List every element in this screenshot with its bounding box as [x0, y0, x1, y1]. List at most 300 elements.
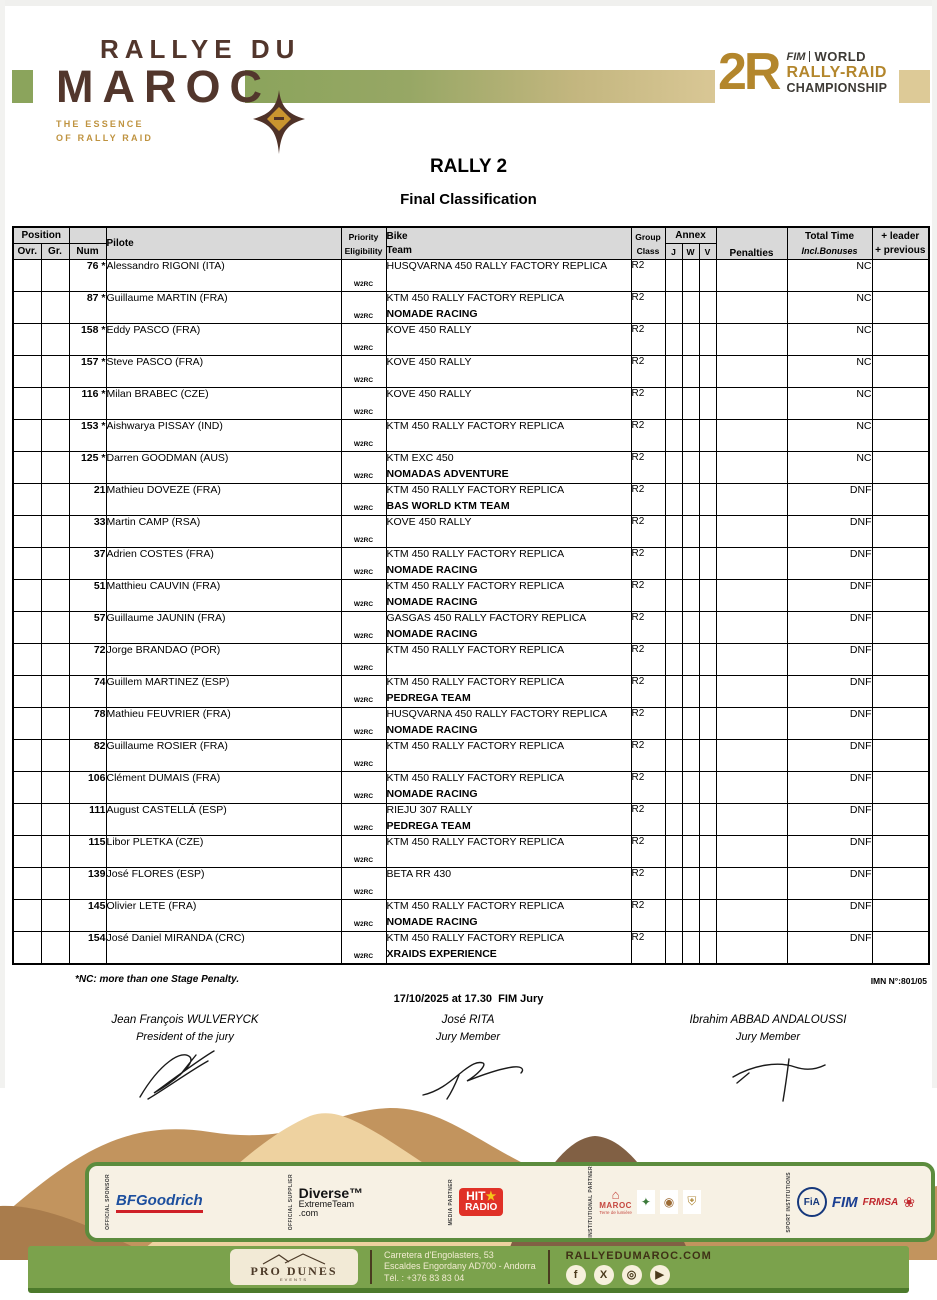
cell-total-time: NC — [787, 388, 872, 420]
header-team: Team — [386, 244, 412, 256]
cell-penalties — [716, 804, 787, 836]
cell-priority — [341, 388, 386, 420]
cell-position-group — [41, 516, 69, 548]
frmsa-logo: FRMSA — [862, 1196, 899, 1208]
cell-annex-w — [682, 772, 699, 804]
cell-annex-v — [699, 708, 716, 740]
header-total-time — [787, 227, 872, 260]
cell-priority — [341, 804, 386, 836]
diverse-line2: ExtremeTeam — [298, 1198, 355, 1209]
cell-number: 157 * — [69, 356, 106, 388]
cell-total-time: DNF — [787, 676, 872, 708]
bike-name: KTM 450 RALLY FACTORY REPLICA — [386, 836, 565, 848]
header-penalties: Penalties — [716, 227, 787, 260]
priority-eligibility-label: W2RC — [353, 409, 374, 416]
cell-total-time: NC — [787, 420, 872, 452]
cell-annex-j — [665, 836, 682, 868]
cell-priority — [341, 868, 386, 900]
header-bike: Bike — [386, 230, 408, 242]
team-name: NOMADE RACING — [386, 916, 478, 928]
cell-annex-w — [682, 740, 699, 772]
cell-priority — [341, 516, 386, 548]
cell-penalties — [716, 260, 787, 292]
results-table-body — [13, 260, 929, 964]
championship-label: CHAMPIONSHIP — [786, 81, 888, 95]
result-row — [13, 868, 929, 900]
cell-bike-team — [386, 452, 631, 484]
cell-annex-j — [665, 324, 682, 356]
bike-name: KTM 450 RALLY FACTORY REPLICA — [386, 484, 565, 496]
cell-bike-team — [386, 516, 631, 548]
cell-annex-j — [665, 772, 682, 804]
cell-penalties — [716, 324, 787, 356]
star-icon: ★ — [485, 1189, 497, 1203]
sponsor-label: SUPPLIER — [287, 1173, 294, 1203]
diverse-line1: Diverse™ — [298, 1184, 364, 1201]
cell-pilot: Matthieu CAUVIN (FRA) — [106, 580, 341, 612]
cell-bike-team — [386, 900, 631, 932]
page-edge-top — [0, 0, 937, 6]
address-line3: Tél. : +376 83 83 04 — [384, 1272, 465, 1283]
cell-gap — [872, 676, 929, 708]
cell-annex-w — [682, 836, 699, 868]
cell-annex-w — [682, 484, 699, 516]
cell-annex-j — [665, 612, 682, 644]
cell-group-class: R2 — [631, 484, 665, 516]
team-name: NOMADE RACING — [386, 596, 478, 608]
cell-bike-team — [386, 868, 631, 900]
cell-total-time: NC — [787, 356, 872, 388]
cell-annex-w — [682, 324, 699, 356]
cell-position-overall — [13, 548, 41, 580]
cell-gap — [872, 612, 929, 644]
fim-logo: FIM — [831, 1193, 858, 1211]
cell-penalties — [716, 516, 787, 548]
cell-gap — [872, 324, 929, 356]
priority-eligibility-label: W2RC — [353, 761, 374, 768]
address-line2: Escaldes Engordany AD700 - Andorra — [384, 1261, 536, 1272]
cell-annex-j — [665, 900, 682, 932]
address-line1: Carretera d'Engolasters, 53 — [384, 1249, 494, 1260]
cell-position-overall — [13, 804, 41, 836]
cell-position-overall — [13, 708, 41, 740]
cell-annex-v — [699, 932, 716, 964]
sponsor-label: PARTNER — [448, 1178, 455, 1206]
bike-name: KTM 450 RALLY FACTORY REPLICA — [386, 740, 565, 752]
cell-pilot: Eddy PASCO (FRA) — [106, 324, 341, 356]
cell-position-overall — [13, 612, 41, 644]
priority-eligibility-label: W2RC — [353, 889, 374, 896]
cell-gap — [872, 772, 929, 804]
cell-position-group — [41, 580, 69, 612]
cell-pilot: Olivier LETE (FRA) — [106, 900, 341, 932]
rallye-du-maroc-logo — [56, 34, 316, 145]
cell-number: 115 — [69, 836, 106, 868]
table-header — [13, 227, 929, 260]
cell-annex-j — [665, 644, 682, 676]
priority-eligibility-label: W2RC — [353, 857, 374, 864]
pro-dunes-label: PRO DUNES — [250, 1264, 338, 1278]
cell-annex-v — [699, 676, 716, 708]
cell-priority — [341, 772, 386, 804]
jury-date-line: 17/10/2025 at 17.30 FIM Jury — [393, 993, 544, 1005]
cell-position-overall — [13, 836, 41, 868]
cell-position-group — [41, 836, 69, 868]
cell-position-group — [41, 420, 69, 452]
result-row — [13, 932, 929, 964]
cell-bike-team — [386, 708, 631, 740]
cell-penalties — [716, 292, 787, 324]
cell-group-class: R2 — [631, 612, 665, 644]
cell-gap — [872, 420, 929, 452]
cell-total-time: DNF — [787, 612, 872, 644]
cell-bike-team — [386, 324, 631, 356]
priority-eligibility-label: W2RC — [353, 921, 374, 928]
cell-annex-w — [682, 868, 699, 900]
cell-position-group — [41, 388, 69, 420]
result-row — [13, 708, 929, 740]
cell-bike-team — [386, 740, 631, 772]
footer-bar — [28, 1246, 909, 1293]
cell-position-overall — [13, 356, 41, 388]
cell-pilot: Steve PASCO (FRA) — [106, 356, 341, 388]
cell-annex-w — [682, 260, 699, 292]
result-row — [13, 484, 929, 516]
cell-pilot: Adrien COSTES (FRA) — [106, 548, 341, 580]
jury-role: Jury Member — [435, 1031, 501, 1043]
team-name: PEDREGA TEAM — [386, 692, 471, 704]
cell-total-time: NC — [787, 324, 872, 356]
cell-pilot: Milan BRABEC (CZE) — [106, 388, 341, 420]
cell-group-class: R2 — [631, 772, 665, 804]
cell-annex-j — [665, 676, 682, 708]
cell-position-overall — [13, 324, 41, 356]
result-row — [13, 804, 929, 836]
bike-name: KTM 450 RALLY FACTORY REPLICA — [386, 292, 565, 304]
fim-label: FIM — [786, 50, 806, 63]
cell-priority — [341, 900, 386, 932]
cell-bike-team — [386, 388, 631, 420]
cell-group-class: R2 — [631, 356, 665, 388]
sponsor-label: OFFICIAL — [105, 1203, 111, 1230]
cell-position-group — [41, 932, 69, 964]
cell-position-group — [41, 772, 69, 804]
cell-gap — [872, 452, 929, 484]
cell-group-class: R2 — [631, 580, 665, 612]
cell-position-overall — [13, 868, 41, 900]
cell-annex-w — [682, 580, 699, 612]
band-green-square — [12, 70, 33, 103]
world-rally-raid-logo — [718, 43, 918, 101]
cell-group-class: R2 — [631, 932, 665, 964]
cell-penalties — [716, 580, 787, 612]
cell-penalties — [716, 868, 787, 900]
cell-gap — [872, 740, 929, 772]
priority-eligibility-label: W2RC — [353, 537, 374, 544]
cell-priority — [341, 580, 386, 612]
cell-annex-v — [699, 356, 716, 388]
diverse-logo — [298, 1184, 364, 1218]
priority-eligibility-label: W2RC — [353, 633, 374, 640]
cell-total-time: DNF — [787, 804, 872, 836]
cell-position-overall — [13, 484, 41, 516]
sponsor-label: SPONSOR — [105, 1174, 111, 1202]
cell-number: 145 — [69, 900, 106, 932]
maroc-label: MAROC — [599, 1200, 632, 1210]
diverse-line3: .com — [298, 1207, 319, 1218]
cell-annex-j — [665, 868, 682, 900]
city-shield-icon: ⛨ — [683, 1190, 701, 1214]
cell-group-class: R2 — [631, 516, 665, 548]
cell-annex-v — [699, 772, 716, 804]
cell-bike-team — [386, 484, 631, 516]
cell-bike-team — [386, 772, 631, 804]
cell-position-group — [41, 708, 69, 740]
result-row — [13, 612, 929, 644]
cell-annex-v — [699, 260, 716, 292]
cell-pilot: Mathieu FEUVRIER (FRA) — [106, 708, 341, 740]
result-row — [13, 356, 929, 388]
cell-number: 51 — [69, 580, 106, 612]
cell-number: 21 — [69, 484, 106, 516]
team-name: NOMADE RACING — [386, 724, 478, 736]
instagram-icon[interactable]: ◎ — [622, 1265, 642, 1285]
maroc-tourism-logo — [599, 1186, 632, 1215]
priority-eligibility-label: W2RC — [353, 313, 374, 320]
cell-pilot: Libor PLETKA (CZE) — [106, 836, 341, 868]
cell-annex-w — [682, 676, 699, 708]
cell-number: 74 — [69, 676, 106, 708]
cell-group-class: R2 — [631, 260, 665, 292]
cell-position-group — [41, 292, 69, 324]
header-annex-v: V — [699, 244, 716, 260]
cell-group-class: R2 — [631, 452, 665, 484]
priority-eligibility-label: W2RC — [353, 952, 374, 960]
cell-position-overall — [13, 932, 41, 964]
priority-eligibility-label: W2RC — [353, 377, 374, 384]
cell-pilot: Jorge BRANDAO (POR) — [106, 644, 341, 676]
team-name: NOMADE RACING — [386, 788, 478, 800]
youtube-icon[interactable]: ▶ — [650, 1265, 670, 1285]
jury-role: President of the jury — [136, 1031, 234, 1043]
priority-eligibility-label: W2RC — [353, 729, 374, 736]
cell-annex-v — [699, 292, 716, 324]
sponsor-label: OFFICIAL — [287, 1203, 294, 1231]
cell-total-time: NC — [787, 292, 872, 324]
cell-position-group — [41, 452, 69, 484]
cell-annex-j — [665, 708, 682, 740]
cell-annex-j — [665, 932, 682, 964]
priority-eligibility-label: W2RC — [353, 697, 374, 704]
bike-name: KTM 450 RALLY FACTORY REPLICA — [386, 676, 565, 688]
cell-number: 76 * — [69, 260, 106, 292]
sponsor-official-supplier — [288, 1174, 364, 1230]
sponsor-strip — [85, 1162, 935, 1242]
cell-annex-v — [699, 612, 716, 644]
cell-annex-j — [665, 420, 682, 452]
nc-footnote: *NC: more than one Stage Penalty. — [75, 974, 240, 985]
cell-total-time: DNF — [787, 708, 872, 740]
header-leader: + leader — [881, 230, 920, 242]
cell-annex-w — [682, 804, 699, 836]
bike-name: KOVE 450 RALLY — [386, 516, 472, 528]
cell-total-time: DNF — [787, 740, 872, 772]
cell-annex-v — [699, 516, 716, 548]
cell-annex-j — [665, 804, 682, 836]
cell-total-time: DNF — [787, 900, 872, 932]
cell-position-overall — [13, 644, 41, 676]
cell-annex-j — [665, 548, 682, 580]
cell-number: 153 * — [69, 420, 106, 452]
cell-priority — [341, 484, 386, 516]
cell-annex-v — [699, 324, 716, 356]
cell-group-class: R2 — [631, 420, 665, 452]
cell-gap — [872, 932, 929, 964]
cell-annex-w — [682, 516, 699, 548]
cell-number: 33 — [69, 516, 106, 548]
cell-number: 87 * — [69, 292, 106, 324]
result-row — [13, 580, 929, 612]
cell-pilot: Guillaume JAUNIN (FRA) — [106, 612, 341, 644]
cell-pilot: Alessandro RIGONI (ITA) — [106, 260, 341, 292]
cell-position-overall — [13, 580, 41, 612]
cell-penalties — [716, 836, 787, 868]
result-row — [13, 420, 929, 452]
cell-gap — [872, 900, 929, 932]
cell-priority — [341, 932, 386, 964]
cell-gap — [872, 868, 929, 900]
cell-annex-v — [699, 836, 716, 868]
cell-annex-w — [682, 292, 699, 324]
bike-name: KTM 450 RALLY FACTORY REPLICA — [386, 548, 565, 560]
cell-total-time: DNF — [787, 516, 872, 548]
cell-priority — [341, 452, 386, 484]
province-emblem-icon: ◉ — [660, 1190, 678, 1214]
cell-gap — [872, 260, 929, 292]
cell-group-class: R2 — [631, 708, 665, 740]
cell-priority — [341, 708, 386, 740]
cell-pilot: Aishwarya PISSAY (IND) — [106, 420, 341, 452]
priority-eligibility-label: W2RC — [353, 281, 374, 288]
result-row — [13, 740, 929, 772]
results-table — [12, 226, 930, 965]
cell-pilot: Guillem MARTINEZ (ESP) — [106, 676, 341, 708]
cell-gap — [872, 548, 929, 580]
priority-eligibility-label: W2RC — [353, 825, 374, 832]
cell-priority — [341, 420, 386, 452]
cell-position-group — [41, 644, 69, 676]
sponsor-official-sponsor — [105, 1174, 203, 1230]
cell-annex-w — [682, 388, 699, 420]
result-row — [13, 676, 929, 708]
cell-number: 57 — [69, 612, 106, 644]
cell-annex-j — [665, 388, 682, 420]
header-annex: Annex — [665, 227, 716, 244]
facebook-icon[interactable]: f — [566, 1265, 586, 1285]
cell-position-group — [41, 260, 69, 292]
priority-eligibility-label: W2RC — [353, 601, 374, 608]
sponsor-label: MEDIA — [448, 1207, 455, 1226]
arch-icon: ⌂ — [611, 1186, 620, 1202]
cell-gap — [872, 708, 929, 740]
cell-position-group — [41, 676, 69, 708]
cell-position-group — [41, 804, 69, 836]
cell-position-overall — [13, 452, 41, 484]
cell-pilot: Darren GOODMAN (AUS) — [106, 452, 341, 484]
cell-annex-w — [682, 612, 699, 644]
cell-group-class: R2 — [631, 324, 665, 356]
events-label: EVENTS — [279, 1277, 308, 1282]
cell-penalties — [716, 388, 787, 420]
bike-name: KOVE 450 RALLY — [386, 356, 472, 368]
cell-number: 72 — [69, 644, 106, 676]
cell-annex-v — [699, 900, 716, 932]
cell-penalties — [716, 612, 787, 644]
cell-bike-team — [386, 836, 631, 868]
cell-gap — [872, 388, 929, 420]
cell-pilot: August CASTELLÁ (ESP) — [106, 804, 341, 836]
divider — [809, 51, 810, 62]
sponsor-institutional-partner — [588, 1166, 701, 1238]
priority-eligibility-label: W2RC — [353, 441, 374, 448]
document-number: IMN N°:801/05 — [870, 976, 927, 986]
cell-group-class: R2 — [631, 868, 665, 900]
cell-total-time: DNF — [787, 868, 872, 900]
cell-total-time: NC — [787, 260, 872, 292]
cell-number: 106 — [69, 772, 106, 804]
cell-annex-j — [665, 452, 682, 484]
header-gap — [872, 227, 929, 260]
bike-name: KOVE 450 RALLY — [386, 324, 472, 336]
priority-eligibility-label: W2RC — [353, 345, 374, 352]
cell-annex-w — [682, 708, 699, 740]
cell-annex-v — [699, 580, 716, 612]
cell-annex-j — [665, 580, 682, 612]
cell-total-time: DNF — [787, 836, 872, 868]
header-bike-team — [386, 227, 631, 260]
cell-penalties — [716, 676, 787, 708]
team-name: PEDREGA TEAM — [386, 820, 471, 832]
cell-position-overall — [13, 740, 41, 772]
jury-role: Jury Member — [735, 1031, 801, 1043]
cell-pilot: José FLORES (ESP) — [106, 868, 341, 900]
bike-name: RIEJU 307 RALLY — [386, 804, 473, 816]
header-annex-j: J — [665, 244, 682, 260]
header-position: Position — [13, 227, 69, 244]
cell-bike-team — [386, 260, 631, 292]
cell-bike-team — [386, 580, 631, 612]
sponsor-label: INSTITUTIONAL — [588, 1194, 595, 1238]
website-link[interactable]: RALLYEDUMAROC.COM — [565, 1249, 712, 1262]
world-label: WORLD — [814, 49, 867, 64]
result-row — [13, 292, 929, 324]
logo-line2: MAROC — [56, 61, 271, 112]
cell-position-group — [41, 740, 69, 772]
cell-annex-w — [682, 548, 699, 580]
cell-annex-v — [699, 548, 716, 580]
result-row — [13, 548, 929, 580]
x-icon[interactable]: X — [594, 1265, 614, 1285]
cell-group-class: R2 — [631, 836, 665, 868]
cell-annex-w — [682, 452, 699, 484]
result-row — [13, 836, 929, 868]
result-row — [13, 644, 929, 676]
header-group-col: Gr. — [41, 244, 69, 260]
cell-gap — [872, 836, 929, 868]
cell-group-class: R2 — [631, 292, 665, 324]
bike-name: BETA RR 430 — [386, 868, 452, 880]
cell-priority — [341, 740, 386, 772]
